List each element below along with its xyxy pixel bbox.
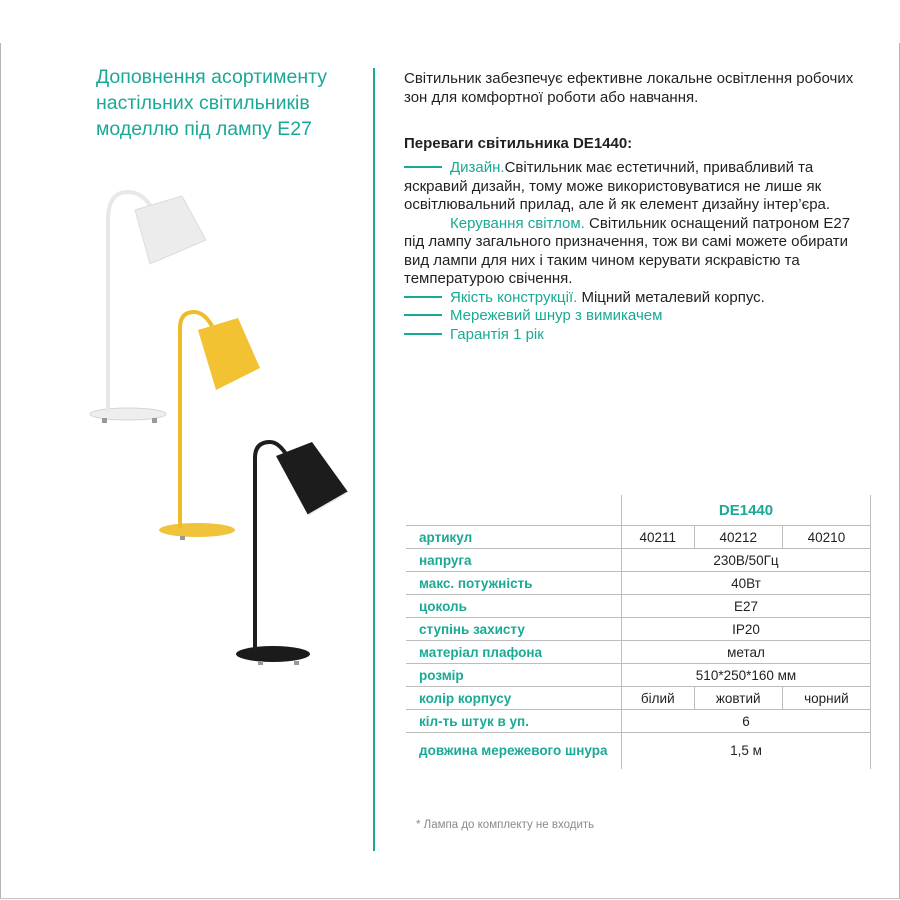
advantage-item (404, 159, 874, 215)
row-label: макс. потужність (406, 572, 622, 595)
cell-value: жовтий (694, 687, 782, 710)
advantages-heading: Переваги світильника DE1440: (404, 135, 633, 152)
advantage-item (404, 289, 874, 308)
cell-value: 1,5 м (622, 733, 871, 770)
cell-value: 40211 (622, 526, 695, 549)
dash-bullet-icon (404, 296, 442, 298)
advantage-key: Дизайн. (450, 159, 505, 176)
row-label: довжина мережевого шнура (406, 733, 622, 770)
row-label: напруга (406, 549, 622, 572)
yellow-lamp-shade (198, 318, 260, 390)
vertical-divider (373, 68, 375, 851)
cell-value: 230В/50Гц (622, 549, 871, 572)
advantages-list (404, 159, 874, 344)
advantage-key: Якість конструкції. (450, 288, 578, 306)
cell-value: 40Вт (622, 572, 871, 595)
advantage-item (404, 307, 874, 326)
table-header-row (406, 495, 871, 526)
advantage-item (404, 215, 874, 289)
dash-bullet-icon (404, 333, 442, 335)
black-lamp-foot (258, 661, 263, 665)
table-row (406, 526, 871, 549)
table-row (406, 733, 871, 770)
cell-value: IP20 (622, 618, 871, 641)
table-row (406, 549, 871, 572)
table-row (406, 664, 871, 687)
dash-bullet-icon (404, 166, 442, 168)
advantage-key: Керування світлом. (450, 214, 585, 232)
table-row (406, 687, 871, 710)
cell-value: 40210 (782, 526, 870, 549)
white-lamp-foot (102, 418, 107, 423)
spec-table (406, 495, 871, 769)
table-row (406, 618, 871, 641)
advantage-text: Світильник оснащений патроном Е27 під лампу загального призначення, тож ви самі можете обирати вид лампи для них і таким чином керувати яскравістю та температурою свічення. (404, 214, 851, 287)
advantage-text: Міцний металевий корпус. (577, 288, 765, 306)
intro-text: Світильник забезпечує ефективне локальне освітлення робочих зон для комфортної роботи або навчання. (404, 70, 854, 106)
row-label: колір корпусу (406, 687, 622, 710)
page-title: Доповнення асортименту настільних світильників моделлю під лампу Е27 (96, 66, 327, 140)
table-row (406, 710, 871, 733)
product-illustration (80, 180, 370, 670)
yellow-lamp (159, 312, 260, 540)
black-lamp-shade (276, 442, 348, 515)
footnote: * Лампа до комплекту не входить (416, 819, 595, 831)
cell-value: чорний (782, 687, 870, 710)
cell-value: E27 (622, 595, 871, 618)
black-lamp-foot (294, 661, 299, 665)
advantage-text: Світильник має естетичний, привабливий та яскравий дизайн, тому може використовуватися не лише як освітлювальний прилад, але й як елемент дизайну інтер’єра. (404, 159, 831, 213)
white-lamp-foot (152, 418, 157, 423)
black-lamp-stem (255, 442, 286, 652)
cell-value: 6 (622, 710, 871, 733)
cell-value: метал (622, 641, 871, 664)
white-lamp (90, 192, 206, 423)
advantage-item (404, 326, 874, 345)
black-lamp (236, 442, 348, 665)
row-label: ступінь захисту (406, 618, 622, 641)
yellow-lamp-foot (180, 536, 185, 540)
table-row (406, 595, 871, 618)
row-label: цоколь (406, 595, 622, 618)
row-label: артикул (406, 526, 622, 549)
black-lamp-base (236, 646, 310, 662)
advantage-key: Гарантія 1 рік (450, 325, 544, 343)
yellow-lamp-base (159, 523, 235, 537)
cell-value: 40212 (694, 526, 782, 549)
row-label: кіл-ть штук в уп. (406, 710, 622, 733)
advantage-key: Мережевий шнур з вимикачем (450, 307, 663, 324)
row-label: розмір (406, 664, 622, 687)
white-lamp-shade (135, 196, 206, 264)
model-name: DE1440 (622, 495, 871, 526)
cell-value: білий (622, 687, 695, 710)
row-label: матеріал плафона (406, 641, 622, 664)
table-row (406, 641, 871, 664)
cell-value: 510*250*160 мм (622, 664, 871, 687)
table-row (406, 572, 871, 595)
dash-bullet-icon (404, 314, 442, 316)
